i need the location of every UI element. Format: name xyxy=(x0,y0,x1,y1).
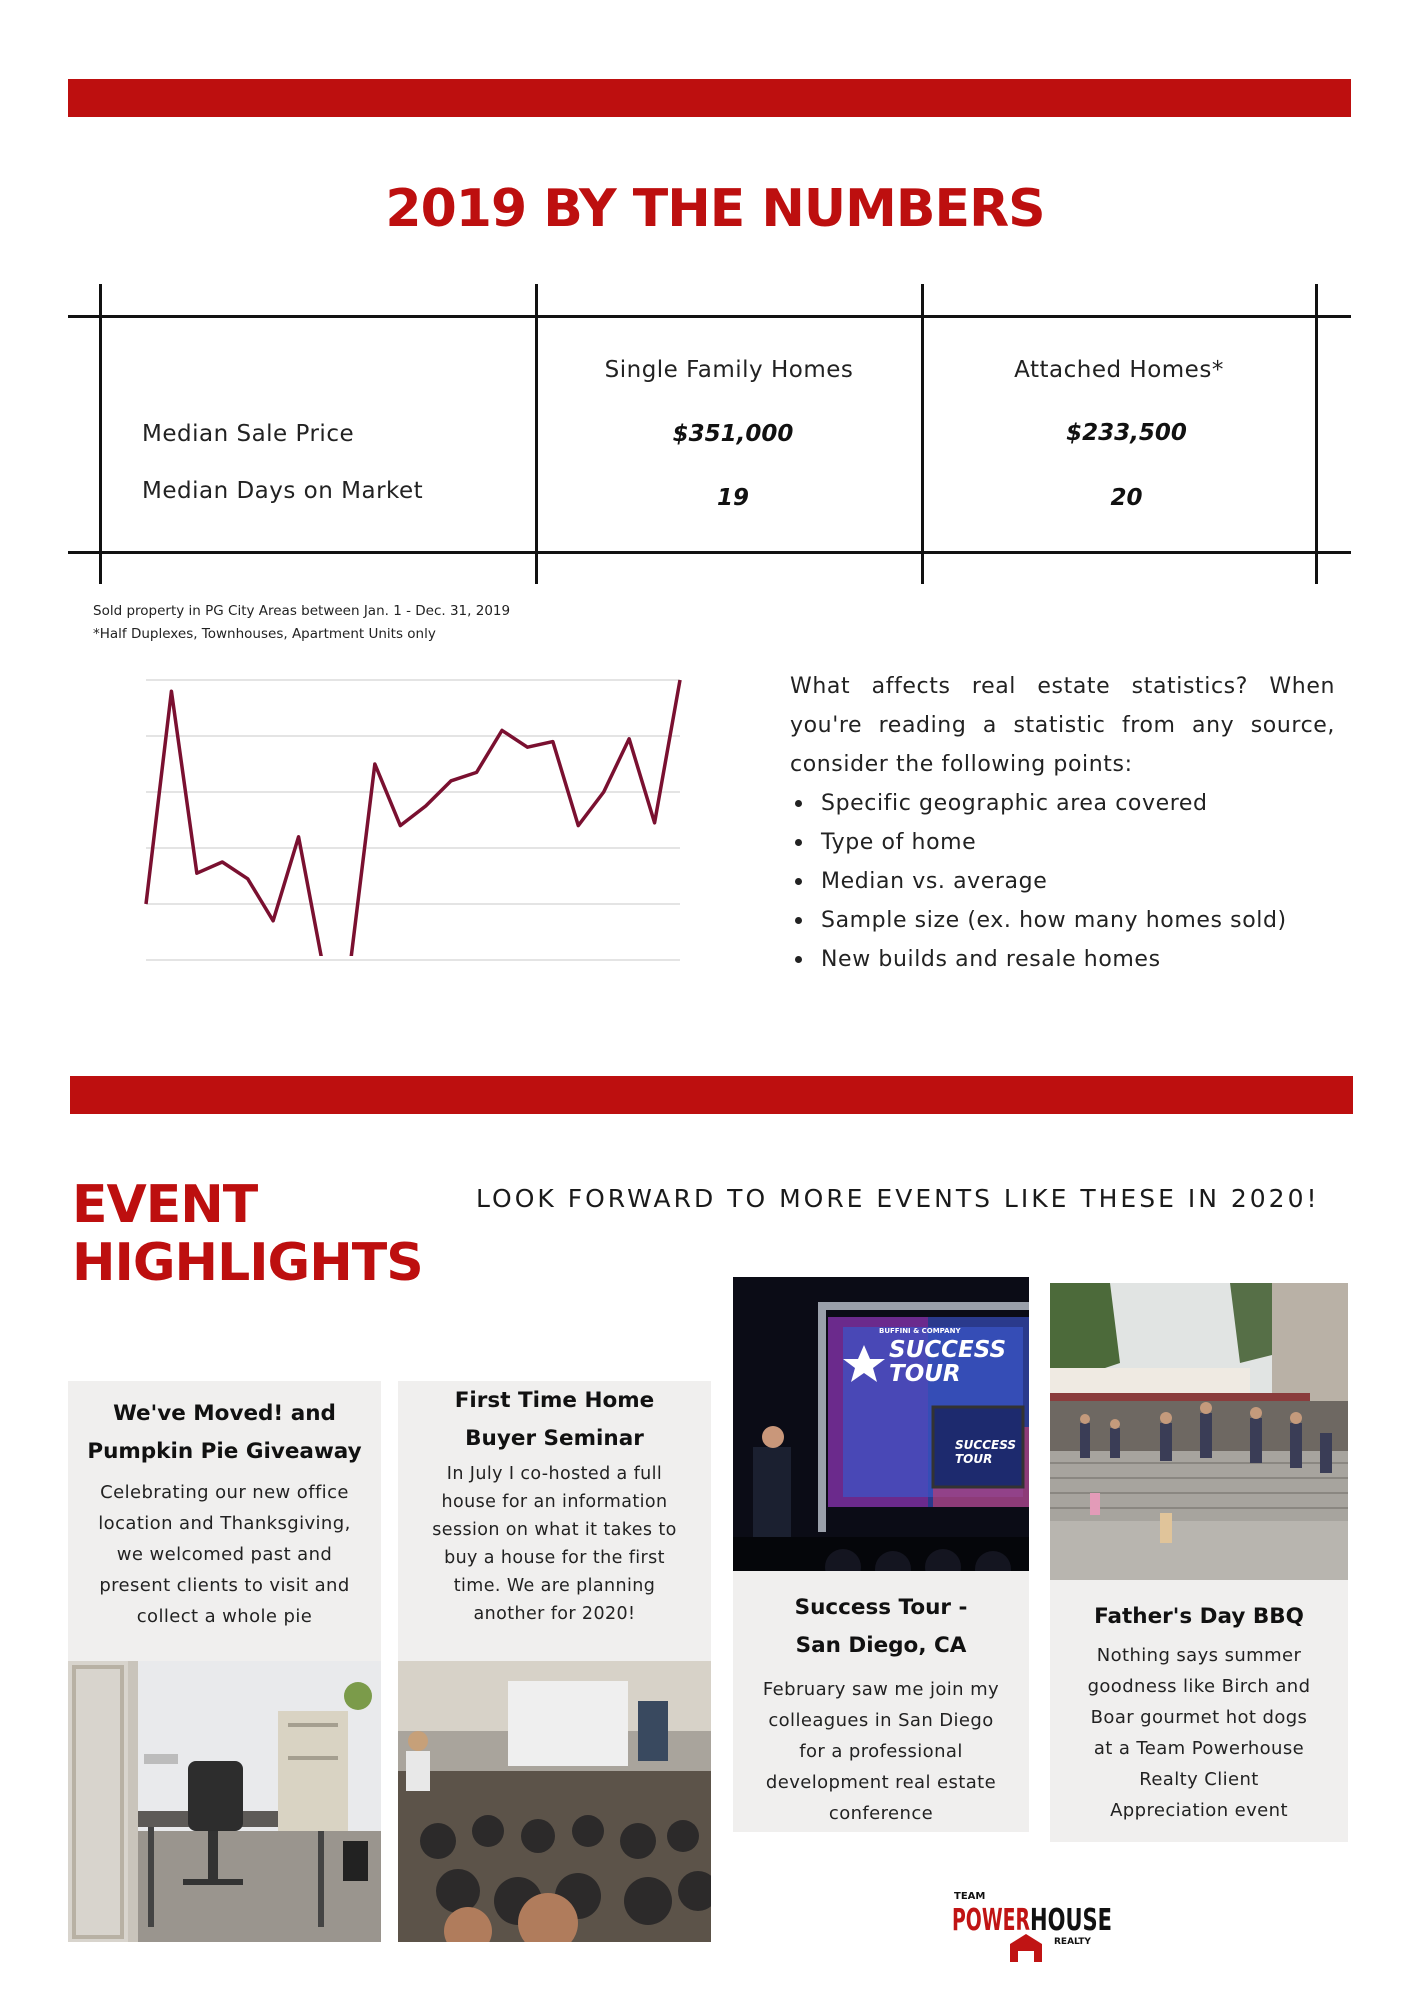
event-card-title xyxy=(1050,1598,1348,1636)
column-header-single-family: Single Family Homes xyxy=(604,357,854,383)
logo-team: TEAM xyxy=(954,1891,986,1902)
photo-text-buffini: BUFFINI & COMPANY xyxy=(879,1327,961,1335)
chart-series-line xyxy=(146,680,680,971)
stats-line-chart xyxy=(140,660,700,980)
photo-text-success-small: SUCCESS xyxy=(955,1438,1017,1452)
single-family-median-price: $351,000 xyxy=(672,421,794,447)
footnote-attached-definition: *Half Duplexes, Townhouses, Apartment Units only xyxy=(93,626,436,642)
event-card-title-line: First Time Home xyxy=(454,1388,655,1413)
event-card-line: February saw me join my xyxy=(762,1679,1000,1700)
photo-text-tour-small: TOUR xyxy=(955,1452,993,1466)
event-card-title-line: We've Moved! and xyxy=(113,1401,336,1426)
photo-text-success: SUCCESS xyxy=(889,1337,1007,1363)
event-card-line: development real estate xyxy=(765,1772,997,1793)
event-card-title xyxy=(398,1382,711,1458)
events-title-line1: EVENT xyxy=(72,1175,258,1235)
bullet-item: Specific geographic area covered xyxy=(790,784,1335,823)
event-card-line: colleagues in San Diego xyxy=(768,1710,994,1731)
event-card-line: for a professional xyxy=(799,1741,963,1762)
row-label-median-price: Median Sale Price xyxy=(142,421,355,447)
logo-house: HOUSE xyxy=(1030,1903,1112,1938)
event-card-description xyxy=(398,1460,711,1628)
top-red-bar xyxy=(68,79,1351,117)
middle-red-bar xyxy=(70,1076,1353,1114)
event-card-line: In July I co-hosted a full xyxy=(446,1464,663,1484)
event-card-moved xyxy=(68,1381,381,1661)
bullet-item: Sample size (ex. how many homes sold) xyxy=(790,901,1335,940)
event-card-success-tour xyxy=(733,1571,1029,1832)
event-card-title-line: Pumpkin Pie Giveaway xyxy=(87,1439,362,1464)
table-bottom-rule xyxy=(68,551,1351,554)
column-header-attached: Attached Homes* xyxy=(1014,357,1224,383)
table-divider-1 xyxy=(99,284,102,584)
row-label-median-days: Median Days on Market xyxy=(142,478,424,504)
events-title-line2: HIGHLIGHTS xyxy=(72,1233,423,1293)
attached-median-price: $233,500 xyxy=(1066,420,1187,446)
event-card-line: Boar gourmet hot dogs xyxy=(1090,1707,1308,1728)
bbq-photo xyxy=(1050,1283,1348,1580)
photo-text-tour: TOUR xyxy=(889,1361,961,1387)
event-card-seminar xyxy=(398,1381,711,1661)
event-card-title xyxy=(68,1395,381,1471)
single-family-median-days: 19 xyxy=(716,485,749,511)
events-title xyxy=(72,1176,423,1292)
event-card-line: buy a house for the first xyxy=(444,1548,665,1568)
bullet-item: Median vs. average xyxy=(790,862,1335,901)
event-card-line: present clients to visit and xyxy=(99,1575,350,1596)
logo-power: POWER xyxy=(952,1903,1030,1938)
event-card-line: at a Team Powerhouse xyxy=(1093,1738,1305,1759)
event-card-title-line: Father's Day BBQ xyxy=(1094,1604,1304,1629)
event-card-description xyxy=(1050,1640,1348,1826)
logo-realty: REALTY xyxy=(1054,1937,1091,1947)
event-card-line: conference xyxy=(828,1803,934,1824)
event-card-title-line: San Diego, CA xyxy=(795,1633,967,1658)
event-card-line: Appreciation event xyxy=(1110,1800,1288,1821)
event-card-description xyxy=(733,1674,1029,1829)
footnote-sold-property: Sold property in PG City Areas between Jan. 1 - Dec. 31, 2019 xyxy=(93,603,511,619)
office-photo xyxy=(68,1661,381,1942)
event-card-line: we welcomed past and xyxy=(116,1544,333,1565)
event-card-line: Realty Client xyxy=(1139,1769,1259,1790)
table-top-rule xyxy=(68,315,1351,318)
success-tour-photo xyxy=(733,1277,1029,1571)
event-card-title xyxy=(733,1589,1029,1665)
bullet-item: New builds and resale homes xyxy=(790,940,1335,979)
event-card-title-line: Success Tour - xyxy=(794,1595,968,1620)
team-powerhouse-logo xyxy=(950,1888,1120,1968)
stats-info xyxy=(790,667,1335,979)
event-card-line: session on what it takes to xyxy=(432,1520,677,1540)
page-title: 2019 BY THE NUMBERS xyxy=(385,179,1045,239)
event-card-title-line: Buyer Seminar xyxy=(465,1426,644,1451)
event-card-description xyxy=(68,1477,381,1632)
event-card-line: goodness like Birch and xyxy=(1087,1676,1311,1697)
stats-info-bullets xyxy=(790,784,1335,979)
event-card-line: Nothing says summer xyxy=(1096,1645,1302,1666)
event-card-line: another for 2020! xyxy=(473,1604,636,1624)
seminar-photo xyxy=(398,1661,711,1942)
bullet-item: Type of home xyxy=(790,823,1335,862)
event-card-line: Celebrating our new office xyxy=(100,1482,349,1503)
events-subtitle: LOOK FORWARD TO MORE EVENTS LIKE THESE IN 2020! xyxy=(476,1184,1320,1213)
stats-info-paragraph: What affects real estate statistics? When you're reading a statistic from any source, consider the following points: xyxy=(790,674,1335,777)
event-card-line: time. We are planning xyxy=(453,1576,656,1596)
event-card-line: location and Thanksgiving, xyxy=(98,1513,351,1534)
attached-median-days: 20 xyxy=(1110,485,1143,511)
event-card-line: collect a whole pie xyxy=(136,1606,313,1627)
event-card-bbq xyxy=(1050,1580,1348,1842)
event-card-line: house for an information xyxy=(441,1492,668,1512)
